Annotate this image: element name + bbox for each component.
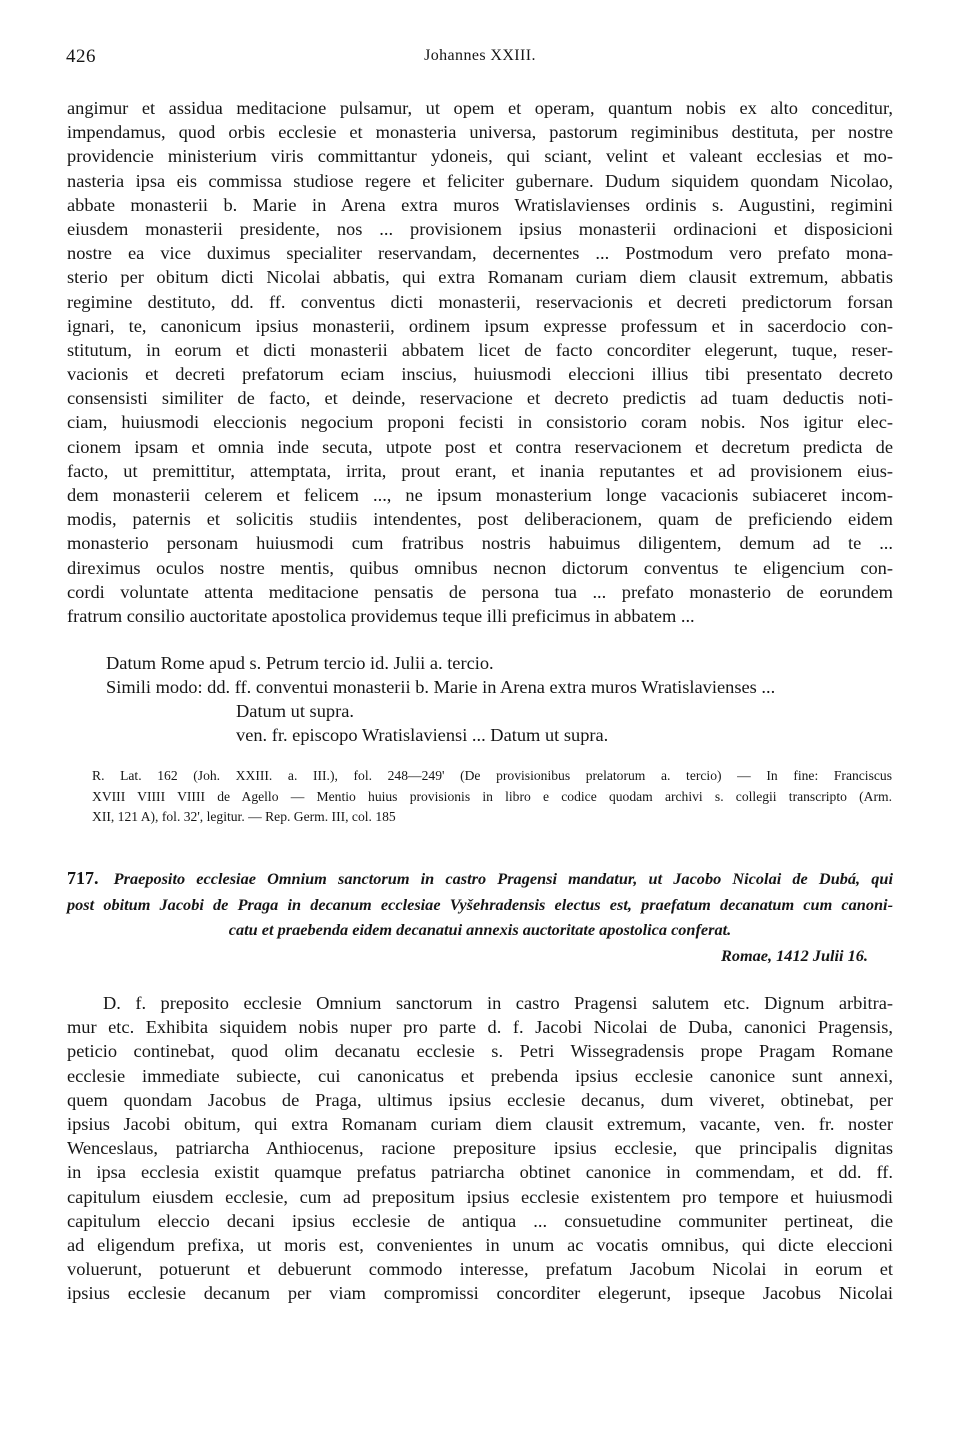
text-line: angimur et assidua meditacione pulsamur, ut opem et operam, quantum nobis ex alto conceditur,	[67, 98, 893, 118]
text-line: ecclesie immediate subiecte, cui canonicatus et prebenda ipsius ecclesie canonice sunt annexi,	[67, 1065, 893, 1086]
text-line: eiusdem monasterii presidente, nos ... provisionem ipsius monasterii ordinacioni et disposicioni	[67, 218, 893, 239]
note-line: XII, 121 A), fol. 32', legitur. — Rep. Germ. III, col. 185	[92, 809, 396, 824]
text-line: impendamus, quod orbis ecclesie et monasteria universa, pastorum regiminibus destituta, per nostre	[67, 122, 893, 143]
document-717-regest	[67, 866, 893, 943]
text-line: cordi voluntate attenta meditacione pensatis de persona tua ... prefato monasterio de eorundem	[67, 581, 893, 602]
document-number: 717.	[67, 868, 99, 888]
text-line: nasteria ipsa eis commissa studiose regere et feliciter gubernare. Dudum siquidem quondam Nicolao,	[67, 170, 893, 191]
regest-line: post obitum Jacobi de Praga in decanum ecclesiae Vyšehradensis electus est, praefatum decanatum cum canoni-	[67, 894, 893, 914]
text-line: consensisti similiter de facto, et deinde, reservacione et decreto predictis ad tuam deductis noti-	[67, 388, 893, 409]
regest-line-text: Praeposito ecclesiae Omnium sanctorum in castro Pragensi mandatur, ut Jacobo Nicolai de Dubá, qui	[113, 869, 893, 888]
text-line: ipsius ecclesie decanum per viam compromissi concorditer elegerunt, ipseque Jacobus Nicolai	[67, 1283, 893, 1304]
text-line: peticio continebat, quod olim decanatu ecclesie s. Petri Wissegradensis prope Pragam Romane	[67, 1041, 893, 1062]
text-line: abbate monasterii b. Marie in Arena extra muros Wratislavienses ordinis s. Augustini, regimini	[67, 194, 893, 215]
text-line: sterio per obitum dicti Nicolai abbatis, qui extra Romanam curiam diem clausit extremum, abbatis	[67, 267, 893, 288]
page-number: 426	[66, 46, 96, 67]
text-line: Wenceslaus, patriarcha Anthiocenus, racione prepositure ipsius ecclesie, que principalis dignitas	[67, 1138, 893, 1159]
text-line: regimine destituto, dd. ff. conventus dicti monasterii, reservacionis et decreti predictorum forsan	[67, 291, 893, 312]
text-line: vacionis et decreti prefatorum eciam inscius, huiusmodi eleccioni illius tibi presentato decreto	[67, 364, 893, 385]
text-line: in ipsa ecclesia existit quamque prefatus patriarcha obtinet canonice in commendam, et dd. ff.	[67, 1162, 893, 1183]
text-line: ad eligendum prefixa, ut moris est, convenientes in unum ac vocatis omnibus, qui dicte eleccioni	[67, 1234, 893, 1255]
text-line: monasterio personam huiusmodi cum fratribus nostris habuimus diligentem, demum ad te ...	[67, 533, 893, 554]
source-note	[92, 766, 892, 828]
page-header	[66, 46, 894, 74]
text-line: D. f. preposito ecclesie Omnium sanctorum in castro Pragensi salutem etc. Dignum arbitra-	[103, 993, 893, 1013]
simili-modo-line: Simili modo: dd. ff. conventui monasterii b. Marie in Arena extra muros Wratislavienses ...	[106, 677, 776, 697]
text-line: direximus oculos nostre mentis, quibus omnibus necnon dictorum conventus te eligencium con-	[67, 557, 893, 578]
text-line: modis, paternis et solicitis studiis intendentes, post deliberacionem, quam de preficiendo eidem	[67, 509, 893, 530]
text-line: mur etc. Exhibita siquidem nobis nuper pro parte d. f. Jacobi Nicolai de Duba, canonici Pragensis,	[67, 1017, 893, 1038]
text-line: ciam, huiusmodi eleccionis negocium proponi fecisti in consistorio coram nobis. Nos igitur elec-	[67, 412, 893, 433]
datum-line: Datum Rome apud s. Petrum tercio id. Julii a. tercio.	[106, 653, 494, 673]
document-717-text	[67, 991, 893, 1305]
regest-line: catu et praebenda eidem decanatui annexis auctoritate apostolica conferat.	[228, 920, 732, 939]
datum-ut-supra-line: Datum ut supra.	[236, 701, 354, 721]
text-line: quem quondam Jacobus de Praga, ultimus ipsius ecclesie decanus, dum viveret, obtinebat, per	[67, 1089, 893, 1110]
text-line: cionem ipsam et omnia inde secuta, utpote post et contra reservacionem et decretum predicta de	[67, 436, 893, 457]
text-line: nostre ea vice duximus specialiter reservandam, decernentes ... Postmodum vero prefato mona-	[67, 243, 893, 264]
text-line: facto, ut premittitur, attemptata, irrita, prout erant, et inania reputantes et ad provisionem eius-	[67, 460, 893, 481]
text-line: fratrum consilio auctoritate apostolica providemus teque illi preficimus in abbatem ...	[67, 605, 695, 626]
episcopo-line: ven. fr. episcopo Wratislaviensi ... Datum ut supra.	[236, 725, 609, 745]
regest-line	[67, 866, 893, 892]
text-line: stitutum, in eorum et dicti monasterii abbatem licet de facto concorditer elegerunt, tuque, reser-	[67, 339, 893, 360]
main-text-block	[67, 96, 893, 628]
text-line: ignari, te, canonicum ipsius monasterii, ordinem ipsum expresse professum et in sacerdocio con-	[67, 315, 893, 336]
text-line: providencie ministerium viris committantur ydoneis, qui sciant, velint et valeant ecclesias et mo-	[67, 146, 893, 167]
document-date: Romae, 1412 Julii 16.	[721, 946, 868, 965]
text-line: voluerunt, potuerunt et debuerunt commodo interesse, prefatum Jacobum Nicolai in eorum et	[67, 1259, 893, 1280]
note-line: R. Lat. 162 (Joh. XXIII. a. III.), fol. 248—249' (De provisionibus prelatorum a. tercio) — In fine: Franciscus	[92, 768, 892, 783]
text-line: ipsius Jacobi obitum, qui extra Romanam curiam diem clausit extremum, vacante, ven. fr. noster	[67, 1113, 893, 1134]
text-line: dem monasterii celerem et felicem ..., ne ipsum monasterium longe vacacionis subiaceret incom-	[67, 485, 893, 505]
running-head: Johannes XXIII.	[424, 47, 536, 64]
text-line: capitulum eiusdem ecclesie, cum ad prepositum ipsius ecclesie existentem pro tempore et huiusmodi	[67, 1186, 893, 1207]
note-line: XVIII VIIII VIIII de Agello — Mentio huius provisionis in libro e codice quodam archivi s. collegii transcripto (Arm.	[92, 788, 892, 804]
text-line: capitulum eleccio decani ipsius ecclesie de antiqua ... consuetudine communiter pertineat, die	[67, 1210, 893, 1231]
